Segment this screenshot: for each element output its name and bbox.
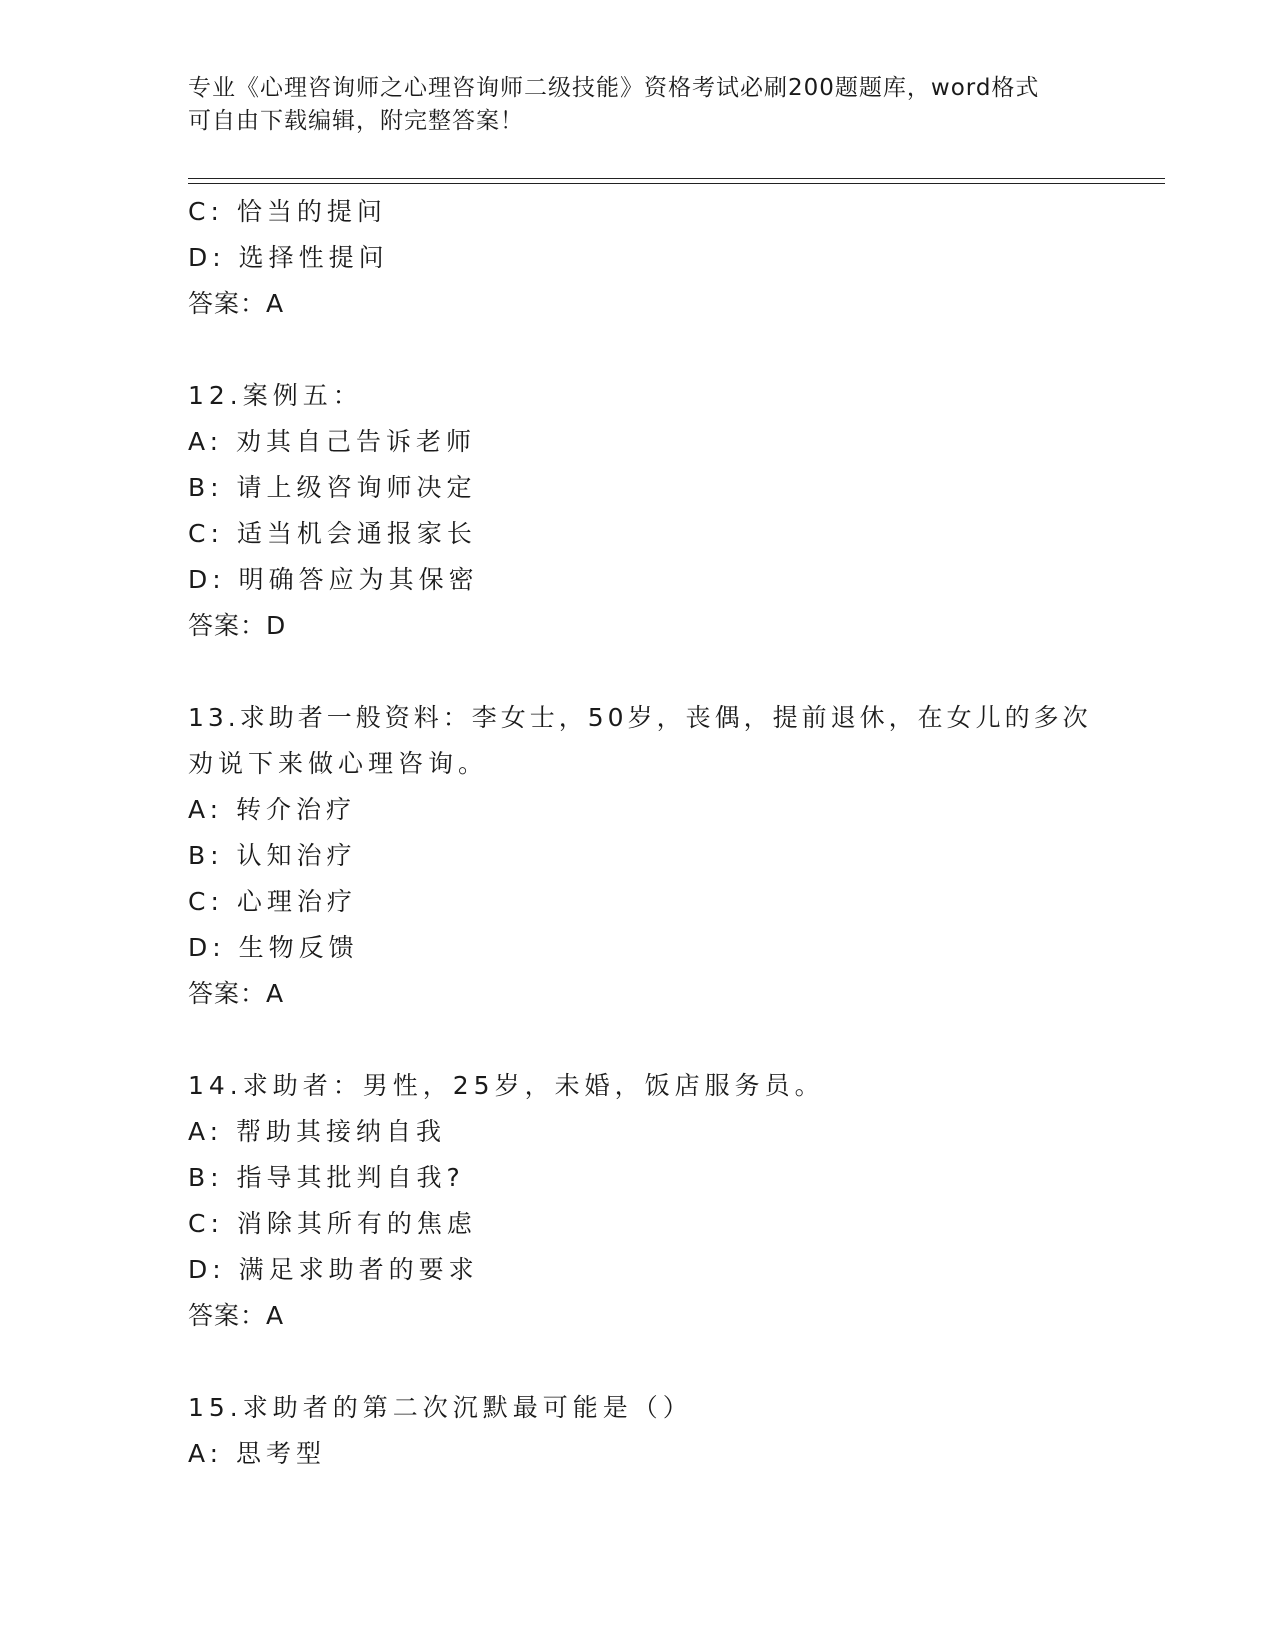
option-line: B: 认知治疗 xyxy=(188,841,357,870)
option-line: B: 请上级咨询师决定 xyxy=(188,473,477,502)
option-line: A: 劝其自己告诉老师 xyxy=(188,427,477,456)
option-line: B: 指导其批判自我? xyxy=(188,1163,465,1192)
option-line: C: 心理治疗 xyxy=(188,887,357,916)
option-line: A: 思考型 xyxy=(188,1439,327,1468)
header-line-1: 专业《心理咨询师之心理咨询师二级技能》资格考试必刷200题题库，word格式 xyxy=(188,75,1040,101)
answer-line: 答案：A xyxy=(188,1301,285,1330)
header-divider-bottom xyxy=(188,183,1165,184)
document-header xyxy=(188,72,1088,138)
question-line: 13.求助者一般资料：李女士，50岁，丧偶，提前退休，在女儿的多次 xyxy=(188,703,1092,732)
question-line: 12.案例五： xyxy=(188,381,363,410)
header-divider-top xyxy=(188,178,1165,179)
answer-line: 答案：A xyxy=(188,979,285,1008)
option-line: D: 满足求助者的要求 xyxy=(188,1255,479,1284)
option-line: C: 恰当的提问 xyxy=(188,197,387,226)
answer-line: 答案：D xyxy=(188,611,287,640)
header-line-2: 可自由下载编辑，附完整答案！ xyxy=(188,108,524,134)
question-line: 15.求助者的第二次沉默最可能是（） xyxy=(188,1393,693,1422)
option-line: D: 生物反馈 xyxy=(188,933,359,962)
option-line: D: 选择性提问 xyxy=(188,243,389,272)
answer-line: 答案：A xyxy=(188,289,285,318)
question-line: 14.求助者：男性，25岁，未婚，饭店服务员。 xyxy=(188,1071,825,1100)
option-line: A: 转介治疗 xyxy=(188,795,357,824)
question-line: 劝说下来做心理咨询。 xyxy=(188,749,489,778)
option-line: A: 帮助其接纳自我 xyxy=(188,1117,447,1146)
option-line: D: 明确答应为其保密 xyxy=(188,565,479,594)
option-line: C: 适当机会通报家长 xyxy=(188,519,477,548)
option-line: C: 消除其所有的焦虑 xyxy=(188,1209,477,1238)
